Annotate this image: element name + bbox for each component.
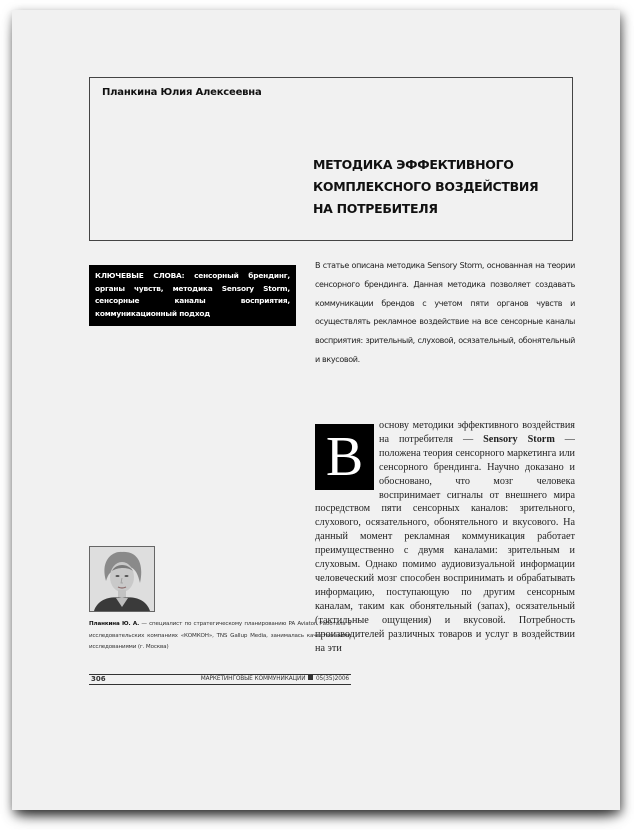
keywords-label: КЛЮЧЕВЫЕ СЛОВА:: [95, 271, 185, 280]
article-title: [313, 154, 538, 220]
title-line-1: МЕТОДИКА ЭФФЕКТИВНОГО: [313, 157, 514, 172]
square-bullet-icon: [308, 675, 313, 680]
body-emphasis: Sensory Storm: [483, 433, 555, 445]
journal-title: МАРКЕТИНГОВЫЕ КОММУНИКАЦИИ: [200, 676, 306, 682]
page-number: 306: [91, 675, 106, 683]
keywords-text: сенсорный брендинг, органы чувств, методика Sensory Storm, сенсорные каналы восприятия, коммуникационный подход: [95, 271, 291, 318]
body-text-rest: — положена теория сенсорного маркетинга или сенсорного брендинга. Научно доказано и обосновано, что мозг человека воспринимает сигналы от внешнего мира посредством пяти сенсорных каналов: зрительного, слухового, осязательного, обонятельного и вкусового. На данный момент рекламная коммуникация работает преимущественно с двумя каналами: зрительным и слуховым. Однако помимо аудиовизуальной информации человеческий мозг способен воспринимать и обрабатывать информацию, поступающую по другим сенсорным каналам, таким как обонятельный (запах), осязательный (тактильные ощущения) и вкусовой. Потребность производителей различных товаров и услуг в воздействии на эти: [315, 433, 575, 654]
article-body: [315, 419, 575, 655]
title-line-3: НА ПОТРЕБИТЕЛЯ: [313, 201, 438, 216]
author-portrait-icon: [90, 547, 154, 611]
keywords-box: [89, 265, 296, 326]
article-header: [89, 77, 573, 241]
author-bio: [89, 619, 351, 654]
body-text-start: основу методики эффективного воздействия на потребителя —: [379, 420, 575, 445]
bio-name: Планкина Ю. А.: [89, 621, 140, 627]
title-line-2: КОМПЛЕКСНОГО ВОЗДЕЙСТВИЯ: [313, 179, 539, 194]
bio-text: — специалист по стратегическому планированию PA Aviator. Работала в исследовательских компаниях «КОМКОН», TNS Gallup Media, занималась качественными исследованиями (г. Москва): [89, 621, 351, 651]
abstract: В статье описана методика Sensory Storm, основанная на теории сенсорного брендинга. Данная методика позволяет создавать коммуникации брендов с учетом пяти органов чувств и осуществлять рекламное воздействие на все сенсорные каналы восприятия: зрительный, слуховой, осязательный, обонятельный и вкусовой.: [315, 261, 575, 364]
drop-cap: В: [315, 424, 374, 490]
journal-page: [12, 10, 620, 810]
author-name: Планкина Юлия Алексеевна: [102, 87, 262, 98]
page-footer: [89, 674, 351, 685]
author-photo: [89, 546, 155, 612]
journal-issue: 05(35)2006: [315, 676, 349, 682]
journal-name: [201, 675, 349, 684]
